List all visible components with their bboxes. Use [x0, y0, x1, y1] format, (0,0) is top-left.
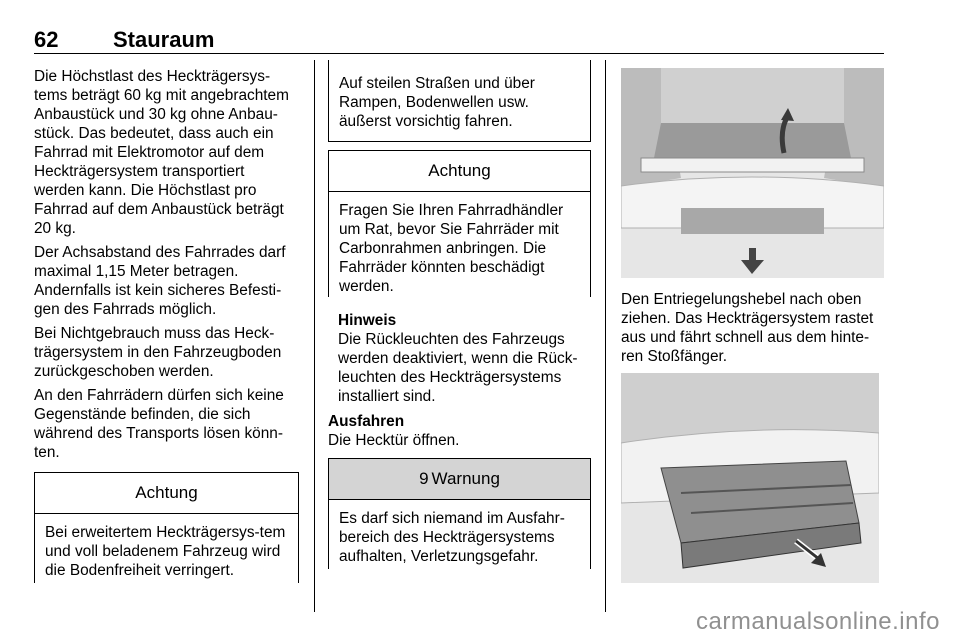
column-left: [34, 67, 299, 583]
caption: Den Entriegelungshebel nach oben ziehen. Das Heckträgersystem rastet aus und fährt schnell aus dem hinte-ren Stoßfänger.: [621, 291, 874, 365]
rear-bumper-illustration: [621, 68, 884, 278]
caution-text: Fragen Sie Ihren Fahrradhändler um Rat, bevor Sie Fahrräder mit Carbonrahmen anbringen. Die Fahrräder könnten beschädigt werden.: [339, 202, 564, 295]
warning-header: [329, 459, 590, 500]
bike-carrier-illustration: [621, 373, 879, 583]
illustration-carrier-extended: [621, 373, 879, 583]
continued-box: [328, 60, 591, 142]
paragraph: Bei Nichtgebrauch muss das Heck-trägersystem in den Fahrzeugboden zurückgeschoben werden.: [34, 325, 282, 380]
warning-text: Es darf sich niemand im Ausfahr-bereich des Heckträgersystems aufhalten, Verletzungsgefahr.: [339, 510, 565, 565]
header-rule: [34, 53, 884, 54]
caution-title: Achtung: [329, 151, 590, 192]
watermark: carmanualsonline.info: [696, 608, 940, 635]
page-number: 62: [34, 27, 59, 52]
column-middle: [328, 60, 591, 569]
column-divider: [314, 60, 315, 612]
warning-title: Warnung: [431, 469, 500, 488]
hint-block: [328, 311, 591, 406]
page-title: Stauraum: [113, 27, 215, 52]
warning-box: [328, 458, 591, 569]
caution-box: [34, 472, 299, 583]
paragraph: An den Fahrrädern dürfen sich keine Gegenstände befinden, die sich während des Transports lösen könn-ten.: [34, 387, 284, 461]
hint-text: Die Rückleuchten des Fahrzeugs werden deaktiviert, wenn die Rück-leuchten des Heckträgersystems installiert sind.: [338, 331, 578, 405]
caution-text: Bei erweitertem Heckträgersys-tem und voll beladenem Fahrzeug wird die Bodenfreiheit verringert.: [45, 524, 286, 579]
section-title: Ausfahren: [328, 413, 405, 430]
caution-title: Achtung: [35, 473, 298, 514]
hint-title: Hinweis: [338, 312, 397, 329]
column-right: [621, 290, 891, 371]
caution-box: [328, 150, 591, 297]
column-divider: [605, 60, 606, 612]
warning-icon: 9: [419, 469, 429, 488]
paragraph: Die Höchstlast des Heckträgersys-tems beträgt 60 kg mit angebrachtem Anbaustück und 30 kg ohne Anbau-stück. Das bedeutet, dass auch ein Fahrrad mit Elektromotor auf dem Heckträgersystem transportiert werden kann. Die Höchstlast pro Fahrrad auf dem Anbaustück beträgt 20 kg.: [34, 68, 289, 237]
continued-text: Auf steilen Straßen und über Rampen, Bodenwellen usw. äußerst vorsichtig fahren.: [339, 75, 535, 130]
illustration-release-lever: [621, 68, 884, 278]
paragraph: Der Achsabstand des Fahrrades darf maximal 1,15 Meter betragen. Andernfalls ist kein sicheres Befesti-gen des Fahrrads möglich.: [34, 244, 286, 318]
section-text: Die Hecktür öffnen.: [328, 432, 460, 449]
